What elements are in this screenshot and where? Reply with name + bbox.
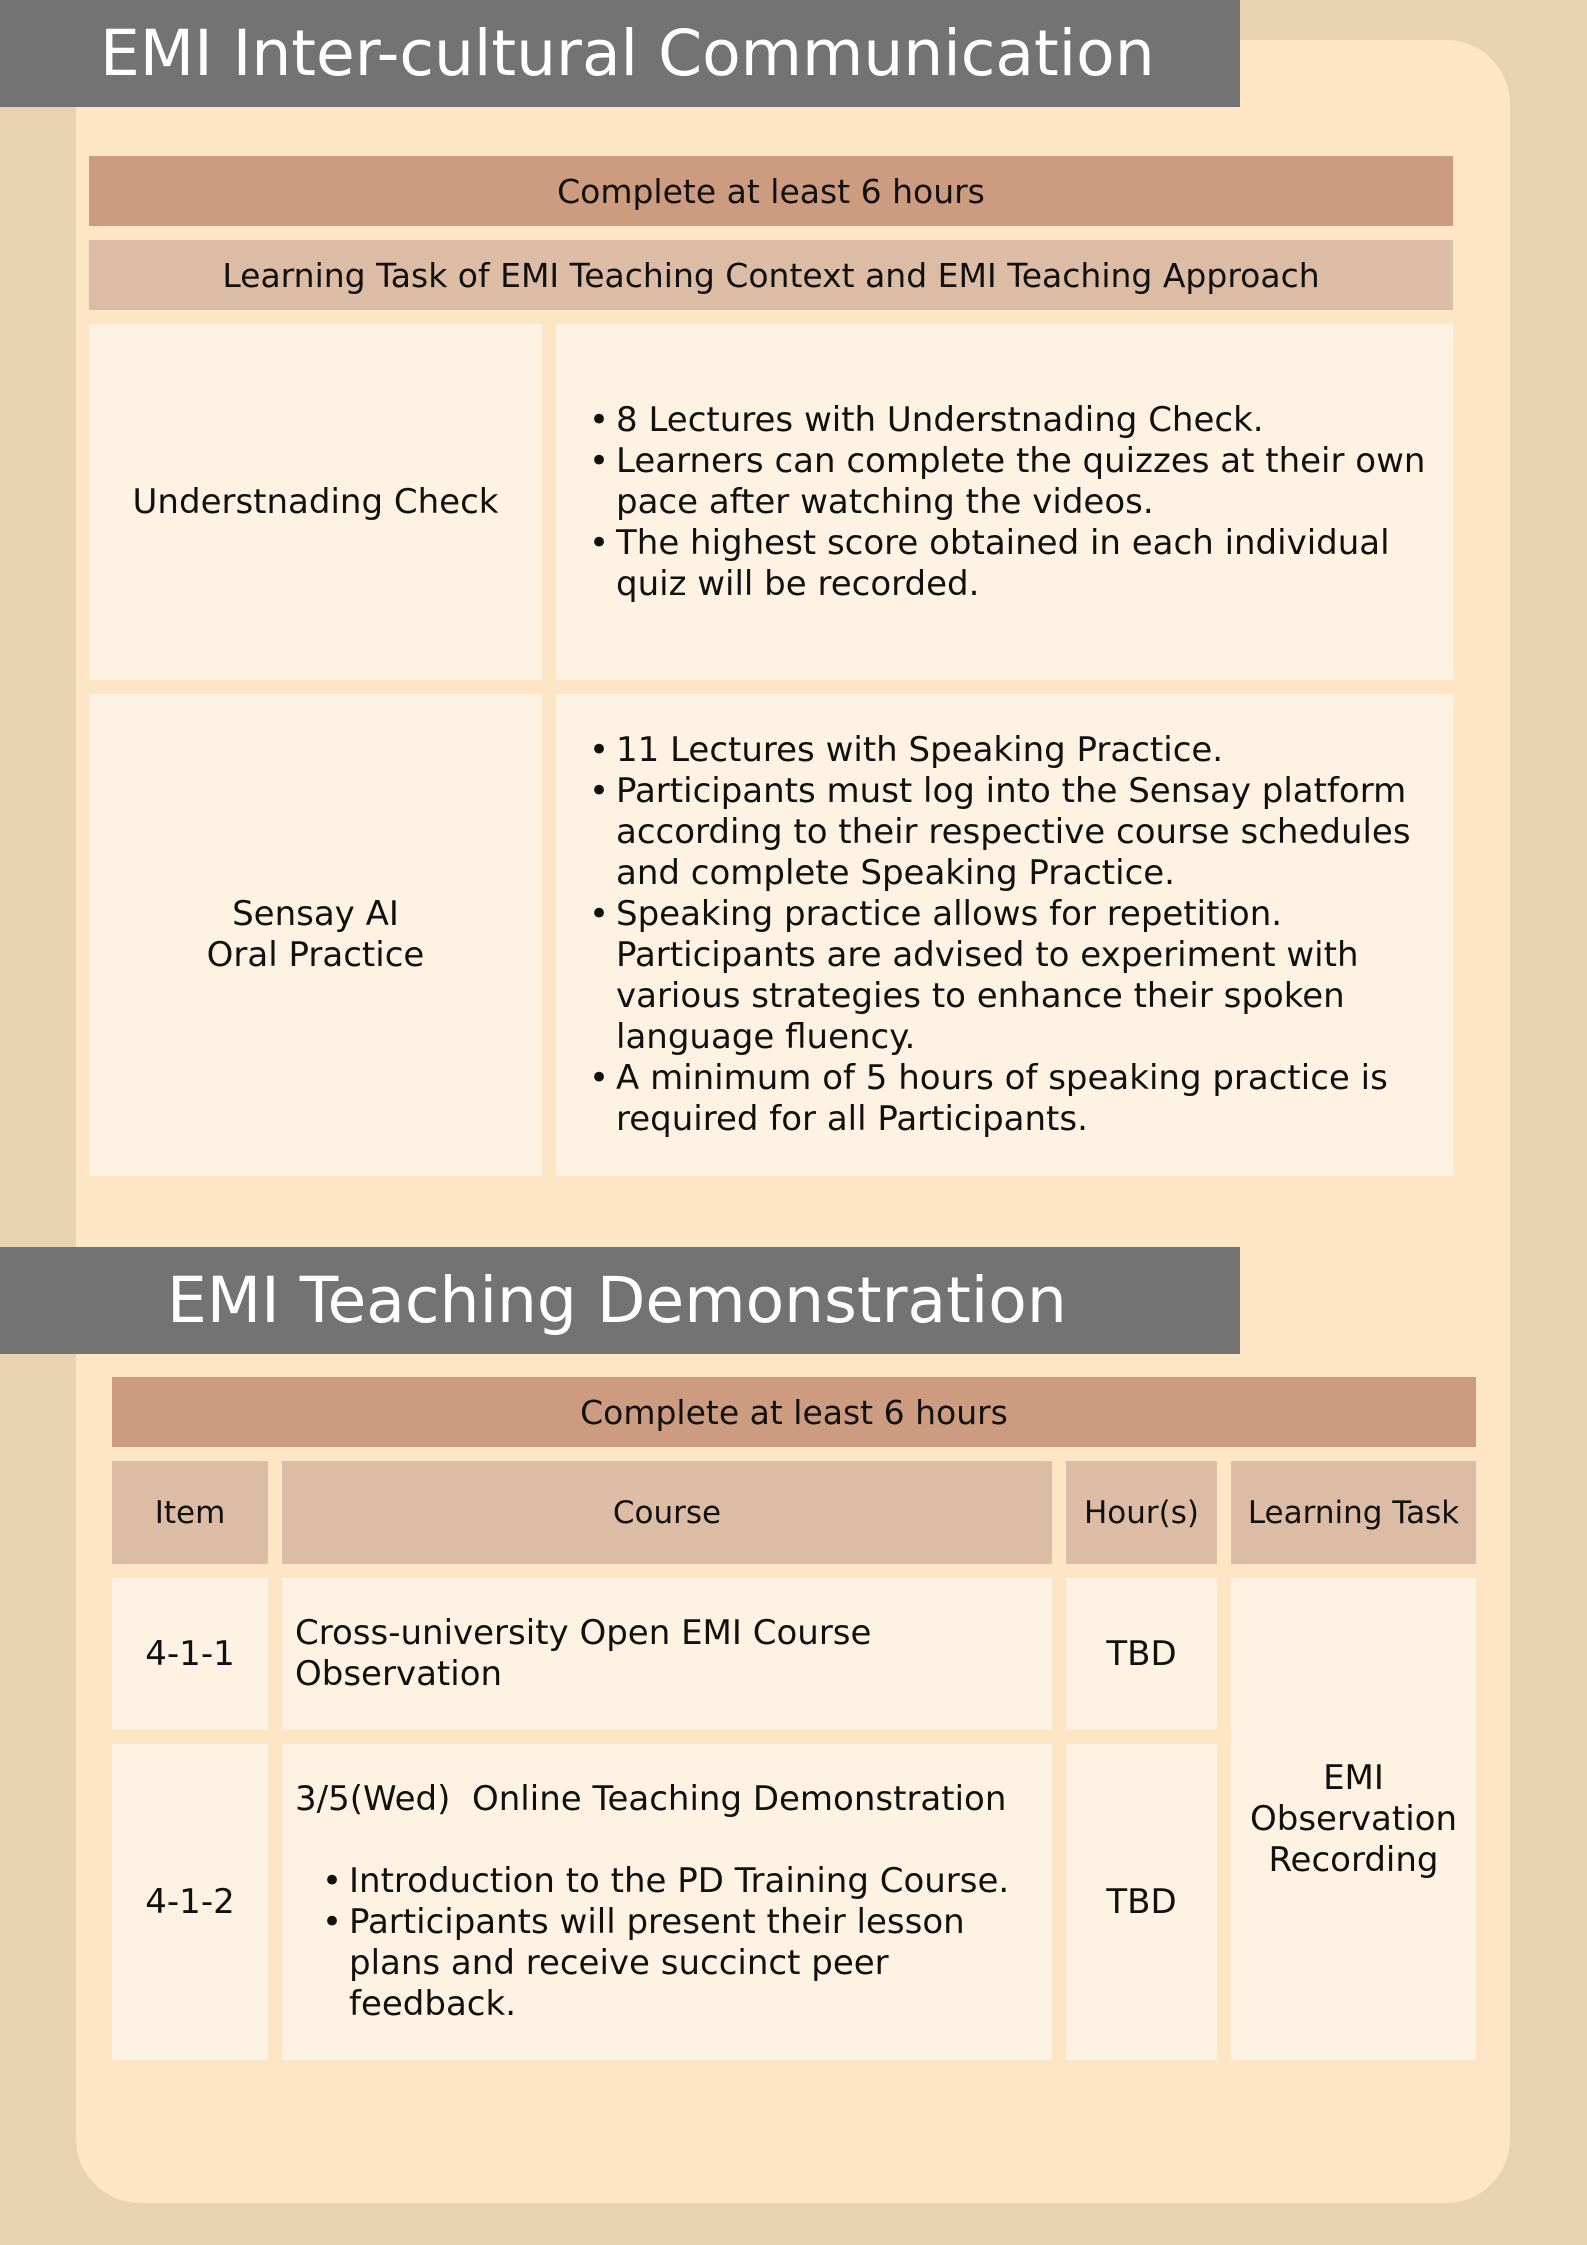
table-cell-item xyxy=(112,1578,268,1730)
bullet-item: • Participants will present their lesson plans and receive succinct peer feedback. xyxy=(322,1902,1032,2025)
bullet-item: • Participants must log into the Sensay platform according to their respective course schedules and complete Speaking Practice. xyxy=(589,771,1433,894)
row-description-sensay-ai xyxy=(556,694,1453,1176)
column-header-course xyxy=(282,1461,1052,1564)
column-header-text: Course xyxy=(612,1494,722,1531)
bullet-item: • 8 Lectures with Understnading Check. xyxy=(589,400,1433,441)
column-header-hours xyxy=(1066,1461,1217,1564)
bullet-list xyxy=(589,400,1433,605)
section-title-text: EMI Inter-cultural Communication xyxy=(100,17,1155,90)
bullet-list xyxy=(589,730,1433,1140)
table-cell-learning-task xyxy=(1231,1578,1476,2060)
bullet-item: • Introduction to the PD Training Course. xyxy=(322,1861,1032,1902)
course-title: 3/5(Wed) Online Teaching Demonstration xyxy=(295,1779,1007,1819)
learning-task-text: EMI Observation Recording xyxy=(1249,1757,1458,1880)
hours-text: TBD xyxy=(1106,1882,1177,1922)
section-title-teaching-demo xyxy=(0,1247,1240,1354)
column-header-text: Learning Task xyxy=(1247,1494,1460,1531)
requirement-text: Complete at least 6 hours xyxy=(557,171,985,211)
bullet-list xyxy=(295,1861,1032,2025)
section-title-text: EMI Teaching Demonstration xyxy=(167,1264,1067,1337)
table-cell-hours xyxy=(1066,1744,1217,2060)
item-code: 4-1-2 xyxy=(145,1882,235,1922)
hours-text: TBD xyxy=(1106,1634,1177,1674)
column-header-text: Item xyxy=(154,1494,226,1531)
row-label-text: Understnading Check xyxy=(132,481,499,522)
table-cell-course xyxy=(282,1744,1052,2060)
section-title-intercultural xyxy=(0,0,1240,107)
table-cell-hours xyxy=(1066,1578,1217,1730)
column-header-item xyxy=(112,1461,268,1564)
bullet-item: • Speaking practice allows for repetition. Participants are advised to experiment with various strategies to enhance their spoken language fluency. xyxy=(589,894,1433,1058)
table-cell-item xyxy=(112,1744,268,2060)
column-header-learning-task xyxy=(1231,1461,1476,1564)
requirement-bar xyxy=(89,156,1453,226)
learning-task-header xyxy=(89,240,1453,310)
requirement-text: Complete at least 6 hours xyxy=(580,1392,1008,1432)
column-header-text: Hour(s) xyxy=(1083,1494,1199,1531)
requirement-bar xyxy=(112,1377,1476,1447)
course-text: Cross-university Open EMI Course Observation xyxy=(295,1613,872,1694)
bullet-item: • The highest score obtained in each individual quiz will be recorded. xyxy=(589,523,1433,605)
bullet-item: • A minimum of 5 hours of speaking practice is required for all Participants. xyxy=(589,1058,1433,1140)
bullet-item: • 11 Lectures with Speaking Practice. xyxy=(589,730,1433,771)
row-description-understanding-check xyxy=(556,324,1453,680)
item-code: 4-1-1 xyxy=(145,1634,235,1674)
row-label-understanding-check xyxy=(89,324,542,680)
learning-task-header-text: Learning Task of EMI Teaching Context and EMI Teaching Approach xyxy=(222,255,1320,295)
row-label-text: Sensay AI Oral Practice xyxy=(206,894,425,975)
bullet-item: • Learners can complete the quizzes at their own pace after watching the videos. xyxy=(589,441,1433,523)
row-label-sensay-ai xyxy=(89,694,542,1176)
table-cell-course xyxy=(282,1578,1052,1730)
